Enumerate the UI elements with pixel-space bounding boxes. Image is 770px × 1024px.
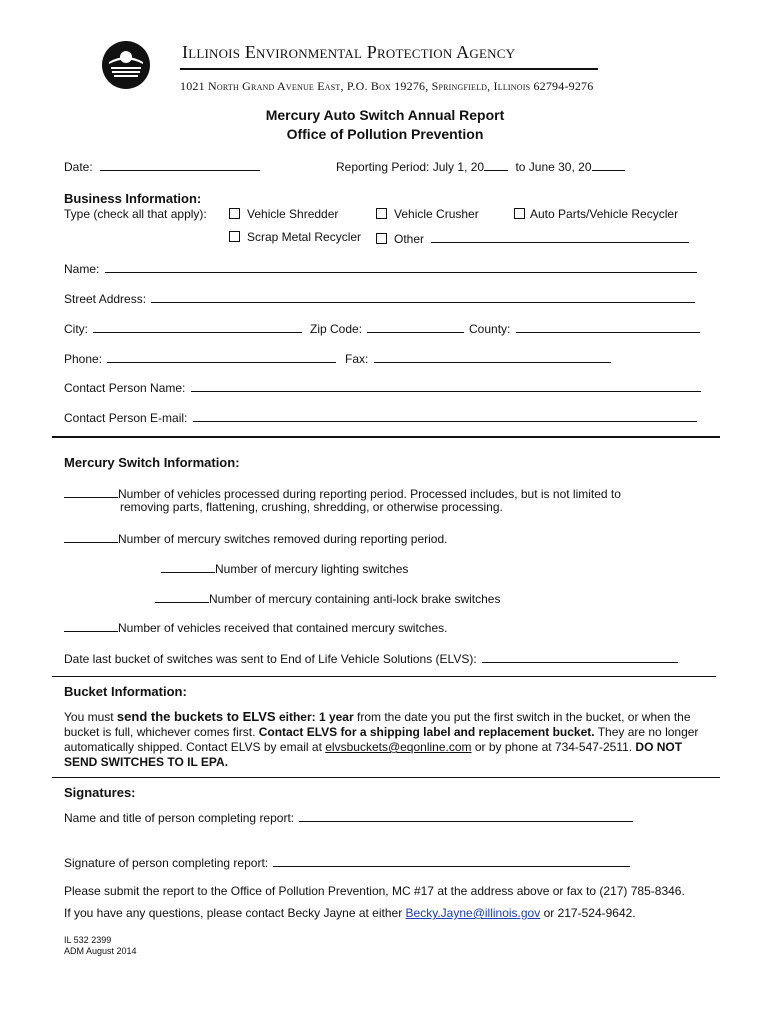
city-field[interactable]	[64, 320, 302, 336]
name-field[interactable]	[64, 260, 697, 276]
fax-input-line[interactable]	[374, 350, 611, 363]
checkbox-box[interactable]	[376, 233, 387, 244]
street-label: Street Address:	[64, 292, 147, 306]
other-input-line[interactable]	[431, 230, 689, 243]
last-bucket-label: Date last bucket of switches was sent to End of Life Vehicle Solutions (ELVS):	[64, 652, 477, 666]
lighting-switches-input-line[interactable]	[161, 560, 215, 573]
phone-label: Phone:	[64, 352, 103, 366]
bucket-text: or by phone at 734-547-2511.	[471, 740, 636, 754]
county-input-line[interactable]	[516, 320, 700, 333]
checkbox-box[interactable]	[514, 208, 525, 219]
iepa-logo-icon	[101, 40, 151, 90]
end-year-input-line[interactable]	[592, 158, 625, 171]
lighting-switches-field[interactable]	[161, 560, 408, 576]
date-field[interactable]	[64, 158, 260, 174]
contact-name-label: Contact Person Name:	[64, 381, 186, 395]
street-input-line[interactable]	[151, 290, 695, 303]
agency-name: Illinois Environmental Protection Agency	[182, 42, 516, 62]
questions-text: If you have any questions, please contact Becky Jayne at either	[64, 906, 406, 920]
fax-label: Fax:	[345, 352, 369, 366]
contact-name-field[interactable]	[64, 379, 701, 395]
checkbox-scrap-metal-recycler[interactable]	[229, 230, 361, 244]
phone-field[interactable]	[64, 350, 336, 366]
checkbox-box[interactable]	[229, 208, 240, 219]
city-label: City:	[64, 322, 88, 336]
agency-address: 1021 North Grand Avenue East, P.O. Box 19276, Springfield, Illinois 62794-9276	[180, 79, 594, 93]
option-label: Scrap Metal Recycler	[247, 230, 362, 244]
signatures-heading: Signatures:	[64, 785, 136, 800]
signature-label: Signature of person completing report:	[64, 856, 269, 870]
county-field[interactable]	[469, 320, 700, 336]
bucket-text-emph: DO NOT SEND SWITCHES TO IL EPA.	[64, 740, 683, 769]
type-label: Type (check all that apply):	[64, 207, 207, 221]
phone-input-line[interactable]	[107, 350, 336, 363]
submit-instructions: Please submit the report to the Office of Pollution Prevention, MC #17 at the address above or fax to (217) 785-8346.	[64, 884, 685, 898]
signature-field[interactable]	[64, 854, 630, 870]
mercury-heading: Mercury Switch Information:	[64, 455, 240, 470]
checkbox-auto-parts-recycler[interactable]	[514, 207, 678, 221]
fax-field[interactable]	[345, 350, 611, 366]
abs-switches-input-line[interactable]	[155, 590, 209, 603]
reporting-period-mid: to June 30, 20	[515, 160, 592, 174]
questions-line	[64, 906, 636, 920]
contact-email-input-line[interactable]	[193, 409, 697, 422]
contact-email-field[interactable]	[64, 409, 697, 425]
elvs-email-link[interactable]: elvsbuckets@eqonline.com	[325, 740, 472, 754]
vehicles-received-field[interactable]	[64, 619, 447, 635]
zip-input-line[interactable]	[367, 320, 464, 333]
vehicles-processed-field[interactable]	[64, 485, 621, 501]
name-title-field[interactable]	[64, 809, 633, 825]
name-input-line[interactable]	[105, 260, 697, 273]
option-label: Vehicle Shredder	[247, 207, 339, 221]
checkbox-other[interactable]	[376, 230, 689, 246]
name-label: Name:	[64, 262, 100, 276]
bucket-text-emph: Contact ELVS for a shipping label and replacement bucket.	[258, 725, 595, 739]
zip-field[interactable]	[310, 320, 464, 336]
reporting-period	[336, 158, 625, 174]
bucket-text: They are no longer automatically shipped. Contact ELVS by email at	[64, 725, 699, 754]
bucket-text: from the date you put the first switch in the bucket, or when the bucket is full, whichever comes first.	[64, 710, 691, 739]
vehicles-processed-label-cont: removing parts, flattening, crushing, shredding, or otherwise processing.	[120, 500, 503, 514]
section-divider	[52, 676, 716, 677]
bucket-instructions	[64, 709, 704, 770]
vehicles-processed-input-line[interactable]	[64, 485, 118, 498]
form-title: Mercury Auto Switch Annual Report	[265, 107, 505, 123]
option-label: Vehicle Crusher	[394, 207, 479, 221]
county-label: County:	[469, 322, 511, 336]
vehicles-received-label: Number of vehicles received that contained mercury switches.	[118, 621, 448, 635]
becky-email-link[interactable]: Becky.Jayne@illinois.gov	[405, 906, 541, 920]
bucket-text: You must	[64, 710, 117, 724]
switches-removed-field[interactable]	[64, 530, 447, 546]
abs-switches-field[interactable]	[155, 590, 500, 606]
questions-text: or 217-524-9642.	[540, 906, 636, 920]
bucket-heading: Bucket Information:	[64, 684, 187, 699]
switches-removed-label: Number of mercury switches removed during reporting period.	[118, 532, 448, 546]
option-label: Auto Parts/Vehicle Recycler	[530, 207, 679, 221]
bucket-text-emph: either: 1 year	[275, 710, 354, 724]
form-number: IL 532 2399	[64, 935, 112, 945]
street-field[interactable]	[64, 290, 695, 306]
name-title-label: Name and title of person completing report:	[64, 811, 295, 825]
last-bucket-input-line[interactable]	[482, 650, 678, 663]
checkbox-vehicle-crusher[interactable]	[376, 207, 479, 221]
zip-label: Zip Code:	[310, 322, 363, 336]
checkbox-box[interactable]	[229, 231, 240, 242]
checkbox-box[interactable]	[376, 208, 387, 219]
date-input-line[interactable]	[100, 158, 260, 171]
adm-date: ADM August 2014	[64, 946, 137, 956]
last-bucket-field[interactable]	[64, 650, 678, 666]
city-input-line[interactable]	[93, 320, 302, 333]
signature-input-line[interactable]	[273, 854, 630, 867]
name-title-input-line[interactable]	[299, 809, 633, 822]
vehicles-processed-label: Number of vehicles processed during reporting period. Processed includes, but is not limited to	[118, 487, 621, 501]
date-label: Date:	[64, 160, 93, 174]
contact-email-label: Contact Person E-mail:	[64, 411, 188, 425]
checkbox-vehicle-shredder[interactable]	[229, 207, 338, 221]
start-year-input-line[interactable]	[484, 158, 508, 171]
reporting-period-label: Reporting Period: July 1, 20	[336, 160, 485, 174]
section-divider	[52, 436, 720, 438]
contact-name-input-line[interactable]	[191, 379, 701, 392]
vehicles-received-input-line[interactable]	[64, 619, 118, 632]
abs-switches-label: Number of mercury containing anti-lock brake switches	[209, 592, 501, 606]
business-heading: Business Information:	[64, 191, 202, 206]
bucket-text-emph: send the buckets to ELVS	[116, 709, 276, 724]
switches-removed-input-line[interactable]	[64, 530, 118, 543]
option-label: Other	[394, 232, 425, 246]
header-rule	[180, 68, 598, 70]
section-divider	[52, 777, 720, 778]
lighting-switches-label: Number of mercury lighting switches	[215, 562, 409, 576]
form-subtitle: Office of Pollution Prevention	[286, 126, 484, 142]
